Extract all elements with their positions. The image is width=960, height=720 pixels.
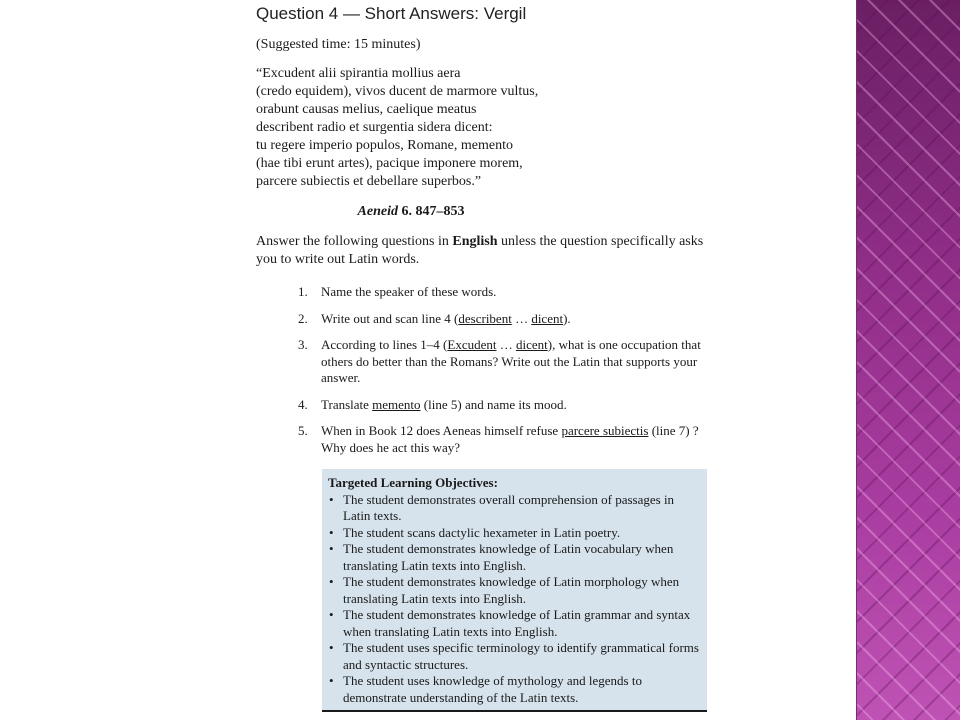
question-number: 1.	[298, 284, 308, 299]
objective-text: The student demonstrates overall comprehension of passages in Latin texts.	[343, 491, 675, 523]
question-text: …	[496, 337, 516, 352]
learning-objectives-box	[322, 469, 707, 712]
bullet-icon: •	[329, 673, 334, 688]
passage-citation	[256, 204, 566, 220]
latin-term: memento	[372, 396, 421, 412]
objective-item	[328, 541, 701, 574]
question-text: …	[511, 310, 532, 326]
question-text: (line 5) and name its mood.	[420, 396, 567, 412]
question-item	[298, 423, 718, 456]
objective-text: The student demonstrates knowledge of Latin morphology when translating Latin texts into English.	[343, 574, 680, 606]
passage-line: orabunt causas melius, caelique meatus	[256, 102, 477, 117]
passage-line: “Excudent alii spirantia mollius aera	[256, 66, 461, 81]
objective-text: The student uses specific terminology to identify grammatical forms and syntactic structures.	[343, 640, 699, 672]
bullet-icon: •	[329, 524, 334, 540]
objectives-list	[328, 492, 701, 707]
objective-item	[328, 574, 701, 607]
citation-work: Aeneid	[357, 204, 398, 219]
question-text: Name the speaker of these words.	[321, 284, 497, 299]
objective-item	[328, 640, 701, 673]
question-number: 3.	[298, 337, 308, 352]
passage-line: (credo equidem), vivos ducent de marmore vultus,	[256, 84, 539, 99]
bullet-icon: •	[329, 491, 334, 507]
passage-line: describent radio et surgentia sidera dicent:	[256, 120, 493, 135]
bullet-icon: •	[329, 541, 334, 556]
latin-passage	[256, 65, 538, 191]
latin-term: Excudent	[447, 337, 497, 352]
question-title: Question 4 — Short Answers: Vergil	[256, 4, 527, 23]
question-item	[298, 397, 718, 414]
bullet-icon: •	[329, 607, 334, 622]
instructions-emphasis: English	[452, 234, 498, 249]
question-item	[298, 284, 718, 301]
question-list	[298, 284, 718, 466]
objective-text: The student scans dactylic hexameter in Latin poetry.	[343, 524, 621, 540]
latin-term: parcere subiectis	[561, 423, 649, 438]
passage-line: (hae tibi erunt artes), pacique imponere morem,	[256, 156, 523, 171]
objective-item	[328, 492, 701, 525]
bullet-icon: •	[329, 640, 334, 655]
objective-item	[328, 673, 701, 706]
instructions-before: Answer the following questions in	[256, 234, 453, 249]
question-text: (line 7) ? Why does he act this way?	[321, 423, 699, 455]
question-number: 2.	[298, 310, 308, 326]
question-text: ).	[563, 310, 571, 326]
question-text: When in Book 12 does Aeneas himself refuse	[321, 423, 562, 438]
question-text: Translate	[321, 396, 373, 412]
instructions	[256, 233, 716, 269]
question-text: ), what is one occupation that others do better than the Romans? Write out the Latin that supports your answer.	[321, 337, 701, 385]
question-text: According to lines 1–4 (	[321, 337, 448, 352]
citation-lines: 6. 847–853	[401, 204, 465, 219]
question-item	[298, 311, 718, 328]
objective-text: The student demonstrates knowledge of Latin grammar and syntax when translating Latin texts into English.	[343, 607, 691, 639]
passage-line: parcere subiectis et debellare superbos.”	[256, 174, 482, 189]
objective-text: The student uses knowledge of mythology and legends to demonstrate understanding of the Latin texts.	[343, 673, 642, 705]
latin-term: dicent	[515, 337, 548, 352]
objective-item	[328, 525, 701, 542]
objective-text: The student demonstrates knowledge of Latin vocabulary when translating Latin texts into English.	[343, 541, 674, 573]
suggested-time: (Suggested time: 15 minutes)	[256, 37, 421, 52]
objective-item	[328, 607, 701, 640]
question-number: 4.	[298, 396, 308, 412]
instructions-after: unless the question specifically asks you to write out Latin words.	[256, 234, 704, 267]
question-item	[298, 337, 718, 387]
question-number: 5.	[298, 423, 308, 438]
decorative-side-panel	[856, 0, 960, 720]
bullet-icon: •	[329, 574, 334, 589]
objectives-title: Targeted Learning Objectives:	[328, 475, 498, 490]
passage-line: tu regere imperio populos, Romane, memento	[256, 138, 513, 153]
latin-term: describent	[458, 310, 512, 326]
question-text: Write out and scan line 4 (	[321, 310, 459, 326]
latin-term: dicent	[531, 310, 564, 326]
